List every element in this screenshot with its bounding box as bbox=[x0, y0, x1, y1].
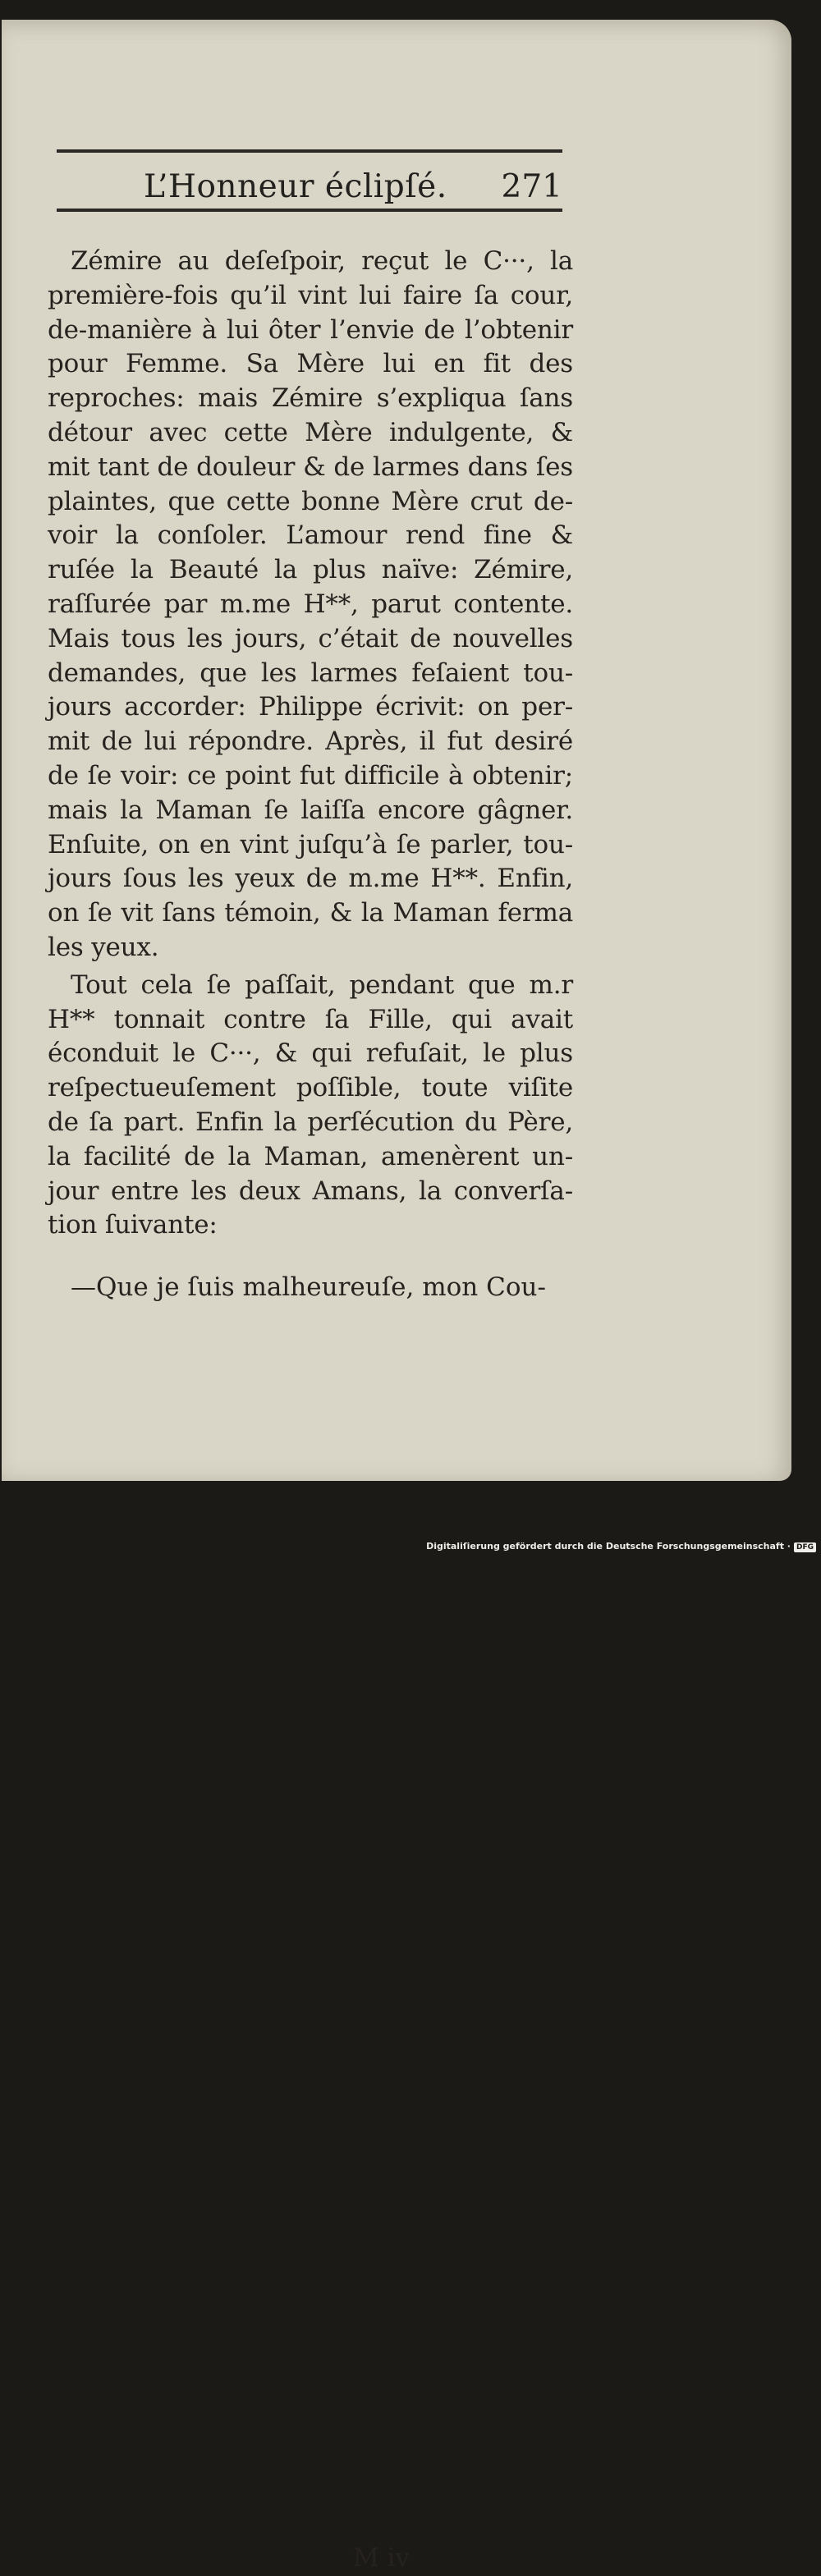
text-line: jours accorder: Philippe écrivit: on per- bbox=[48, 692, 573, 722]
text-line: première-fois qu’il vint lui faire ſa cour, bbox=[48, 280, 573, 310]
text-line: on ſe vit ſans témoin, & la Maman ferma bbox=[48, 898, 573, 928]
text-line: reproches: mais Zémire s’expliqua ſans bbox=[48, 383, 573, 414]
text-line: Enſuite, on en vint juſqu’à ſe parler, tou- bbox=[48, 829, 573, 859]
text-line: —Que je ſuis malheureuſe, mon Cou- bbox=[71, 1272, 546, 1302]
text-line: mit tant de douleur & de larmes dans ſes bbox=[48, 451, 573, 482]
paragraph-1 bbox=[48, 245, 573, 965]
header-rule-top bbox=[57, 149, 562, 153]
text-line: éconduit le C···, & qui refuſait, le plus bbox=[48, 1038, 573, 1069]
text-line: Zémire au deſeſpoir, reçut le C···, la bbox=[71, 246, 573, 276]
text-line: de ſa part. Enfin la perſécution du Père, bbox=[48, 1107, 573, 1137]
page-number: 271 bbox=[501, 168, 562, 205]
text-line: plaintes, que cette bonne Mère crut de- bbox=[48, 486, 573, 516]
text-line: les yeux. bbox=[48, 932, 159, 962]
paragraph-2 bbox=[48, 969, 573, 1243]
text-line: reſpectueuſement poſſible, toute viſite bbox=[48, 1073, 573, 1103]
text-line: Tout cela ſe paſſait, pendant que m.r bbox=[71, 969, 573, 1000]
credit-text: Digitaliſierung gefördert durch die Deutsche Forschungsgemeinschaft · bbox=[426, 1541, 791, 1552]
text-line: ruſée la Beauté la plus naïve: Zémire, bbox=[48, 555, 573, 585]
text-line: pour Femme. Sa Mère lui en fit des bbox=[48, 349, 573, 379]
dialogue-line bbox=[48, 1271, 573, 2573]
text-line: tion ſuivante: bbox=[48, 1210, 218, 1240]
running-head-title: L’Honneur éclipſé. bbox=[144, 168, 447, 205]
text-line: raſſurée par m.me H**, parut contente. bbox=[48, 589, 573, 619]
text-line: jour entre les deux Amans, la converſa- bbox=[48, 1176, 573, 1206]
header-rule-bottom bbox=[57, 209, 562, 212]
body-text bbox=[48, 245, 573, 1243]
text-line: mais la Maman ſe laiſſa encore gâgner. bbox=[48, 795, 573, 825]
text-line: de ſe voir: ce point fut difficile à obtenir; bbox=[48, 760, 573, 791]
text-line: la facilité de la Maman, amenèrent un- bbox=[48, 1141, 573, 1171]
running-head bbox=[57, 169, 562, 205]
digitization-credit bbox=[426, 1541, 816, 1552]
text-line: Mais tous les jours, c’était de nouvelles bbox=[48, 623, 573, 653]
text-line: demandes, que les larmes feſaient tou- bbox=[48, 658, 573, 688]
text-line: mit de lui répondre. Après, il fut desiré bbox=[48, 727, 573, 757]
text-line: de-manière à lui ôter l’envie de l’obtenir bbox=[48, 314, 573, 345]
dfg-logo: DFG bbox=[794, 1542, 816, 1552]
text-line: détour avec cette Mère indulgente, & bbox=[48, 417, 573, 447]
text-line: H** tonnait contre ſa Fille, qui avait bbox=[48, 1004, 573, 1034]
text-line: jours ſous les yeux de m.me H**. Enfin, bbox=[48, 864, 573, 894]
text-line: voir la conſoler. L’amour rend fine & bbox=[48, 520, 573, 551]
signature-mark: M iv bbox=[353, 2543, 410, 2573]
